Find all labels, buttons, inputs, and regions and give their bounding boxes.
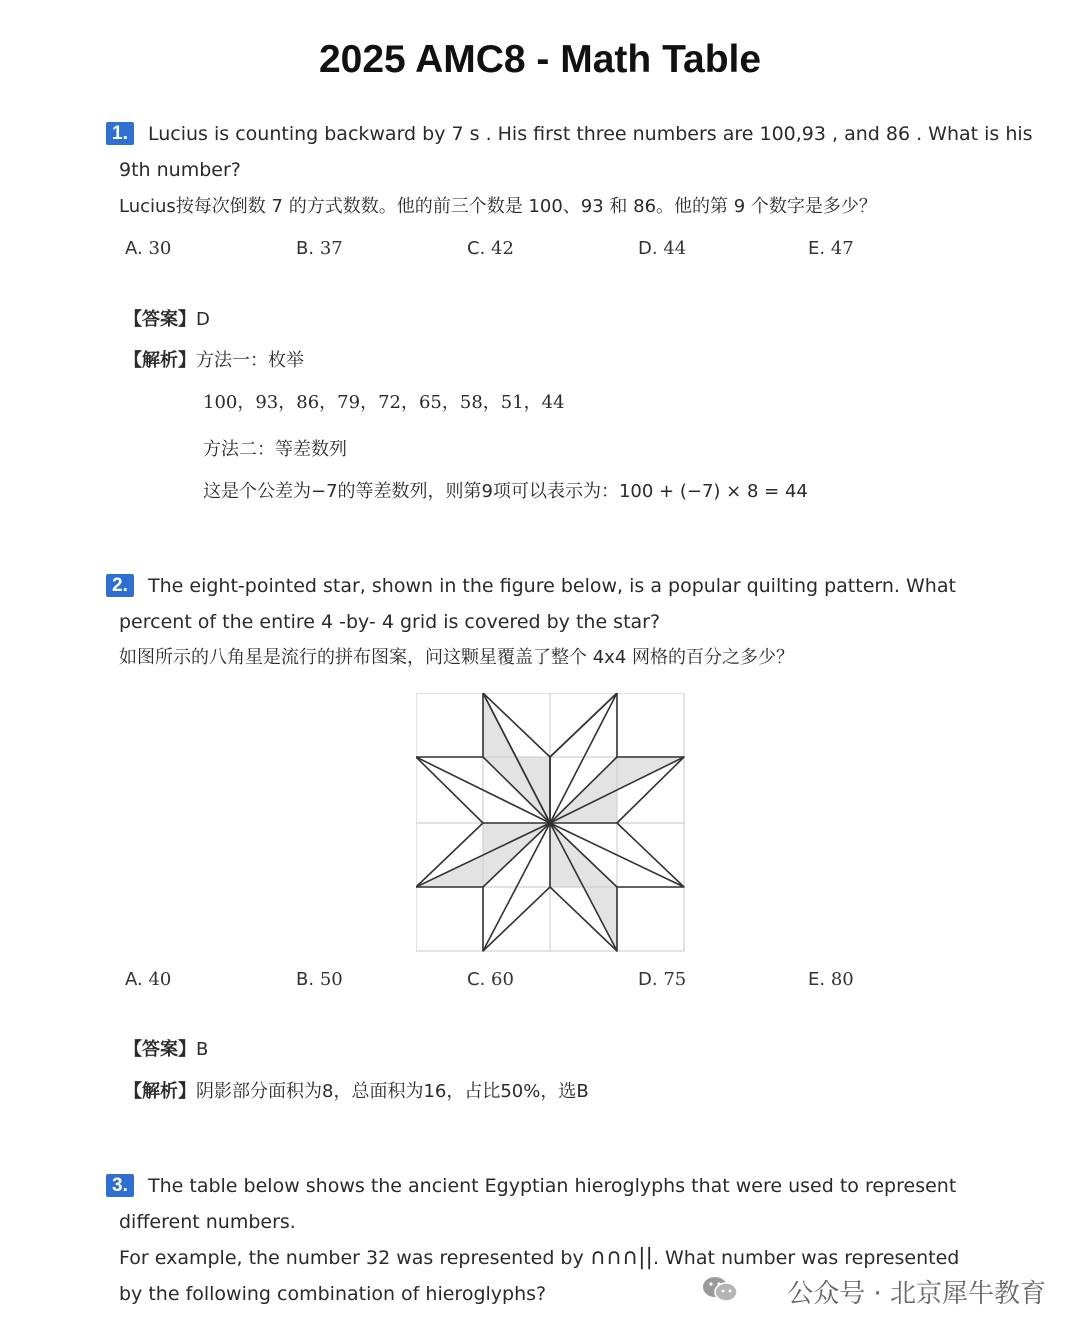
q1-choice-e: E. 47 — [808, 238, 854, 259]
q1-choice-a: A. 30 — [125, 238, 172, 259]
q1-answer: 【答案】D — [124, 309, 210, 330]
question-3-text-line1: The table below shows the ancient Egyptian hieroglyphs that were used to represent — [148, 1175, 957, 1197]
q2-analysis: 【解析】阴影部分面积为8，总面积为16，占比50%，选B — [124, 1081, 589, 1102]
question-3-text-line4: by the following combination of hieroglyphs? — [119, 1283, 547, 1305]
q1-choice-d: D. 44 — [638, 238, 687, 259]
q1-choice-b: B. 37 — [296, 238, 343, 259]
q2-choice-b: B. 50 — [296, 969, 343, 990]
question-2-text-zh: 如图所示的八角星是流行的拼布图案，问这颗星覆盖了整个 4x4 网格的百分之多少？ — [119, 647, 794, 668]
q1-sequence: 100，93，86，79，72，65，58，51，44 — [203, 392, 565, 413]
q2-choice-e: E. 80 — [808, 969, 854, 990]
q2-choice-a: A. 40 — [125, 969, 172, 990]
question-2-badge: 2. — [106, 574, 134, 597]
question-3-text-line2: different numbers. — [119, 1211, 296, 1233]
q1-analysis-heading: 【解析】方法一：枚举 — [124, 350, 304, 371]
question-1-text-line1: Lucius is counting backward by 7 s . His first three numbers are 100,93 , and 86 . What is his — [148, 123, 1033, 145]
page-title: 2025 AMC8 - Math Table — [318, 38, 762, 81]
eight-pointed-star-figure — [416, 693, 686, 953]
q2-answer: 【答案】B — [124, 1039, 209, 1060]
q1-choice-c: C. 42 — [467, 238, 514, 259]
question-1-text-line2: 9th number? — [119, 159, 241, 181]
q2-choice-d: D. 75 — [638, 969, 687, 990]
wechat-icon — [700, 1275, 740, 1303]
question-1-text-zh: Lucius按每次倒数 7 的方式数数。他的前三个数是 100、93 和 86。他的第 9 个数字是多少？ — [119, 196, 877, 217]
question-2-text-line2: percent of the entire 4 -by- 4 grid is covered by the star? — [119, 611, 661, 633]
question-1-badge: 1. — [106, 122, 134, 145]
q2-choice-c: C. 60 — [467, 969, 514, 990]
hieroglyph-example: ∩∩∩|| — [589, 1245, 653, 1270]
q1-explanation: 这是个公差为−7的等差数列，则第9项可以表示为：100 + (−7) × 8 = 44 — [203, 481, 808, 502]
question-2-text-line1: The eight-pointed star, shown in the figure below, is a popular quilting pattern. What — [148, 575, 956, 597]
question-3-badge: 3. — [106, 1174, 134, 1197]
question-3-text-line3: For example, the number 32 was represented by ∩∩∩||. What number was represented — [119, 1245, 960, 1270]
watermark-text: 公众号 · 北京犀牛教育 — [787, 1279, 1046, 1309]
q1-method2: 方法二：等差数列 — [203, 439, 347, 460]
